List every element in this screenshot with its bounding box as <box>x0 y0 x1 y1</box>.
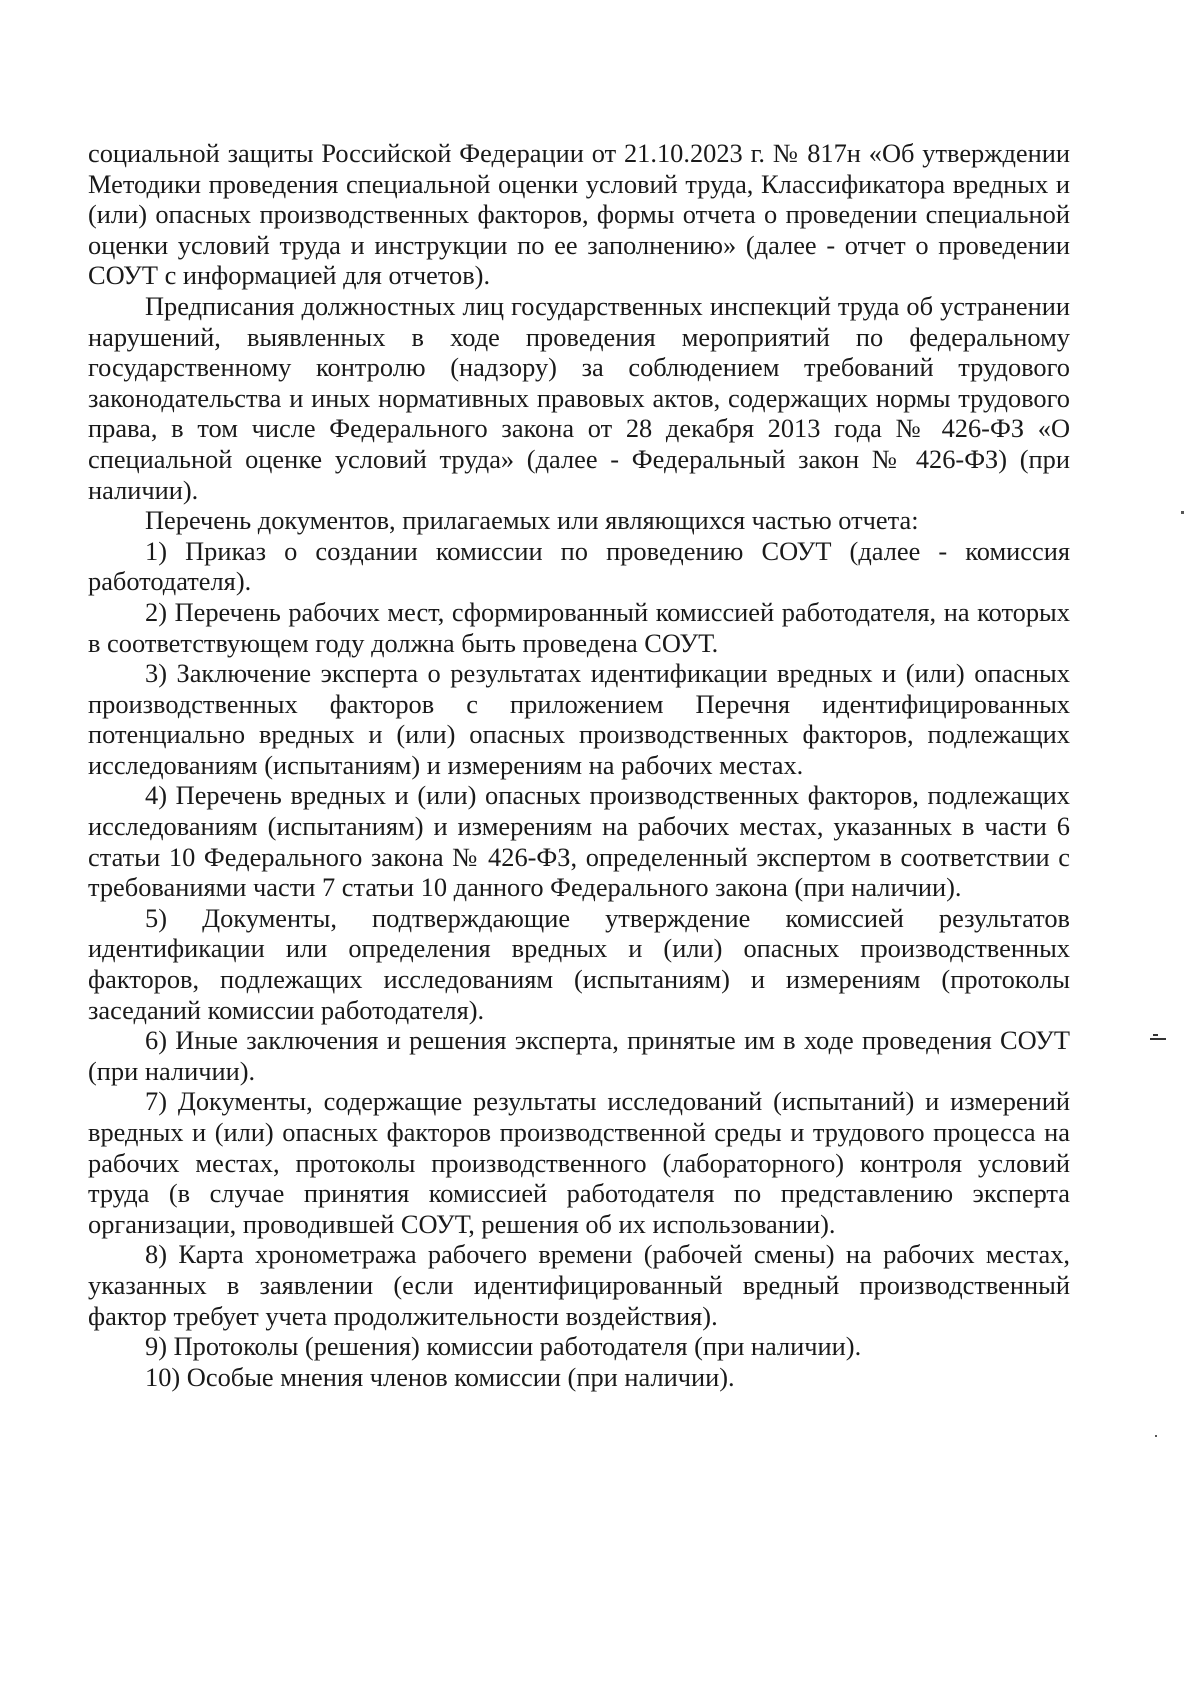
list-item-number: 6) <box>145 1025 167 1056</box>
scan-speck <box>1155 1435 1157 1437</box>
list-item <box>88 597 1070 658</box>
list-item-number: 1) <box>145 535 167 566</box>
list-item-number: 2) <box>145 596 167 627</box>
paragraph-documents-list-intro: Перечень документов, прилагаемых или являющихся частью отчета: <box>145 505 919 536</box>
document-body <box>88 138 1070 1392</box>
list-item <box>88 1362 1070 1393</box>
paragraph-continuation: социальной защиты Российской Федерации от 21.10.2023 г. № 817н «Об утверждении Методики проведения специальной оценки условий труда, Классификатора вредных и (или) опасных производственных факторов, формы отчета о проведении специальной оценки условий труда и инструкции по ее заполнению» (далее - отчет о проведении СОУТ с информацией для отчетов). <box>88 138 1070 291</box>
scan-mark <box>1150 1034 1166 1042</box>
list-item-text: Протоколы (решения) комиссии работодателя (при наличии). <box>173 1331 862 1362</box>
list-item-text: Карта хронометража рабочего времени (рабочей смены) на рабочих местах, указанных в заявлении (если идентифицированный вредный производственный фактор требует учета продолжительности воздействия). <box>88 1239 1070 1331</box>
list-item-number: 5) <box>145 902 167 933</box>
list-item-text: Заключение эксперта о результатах идентификации вредных и (или) опасных производственных факторов с приложением Перечня идентифицированных потенциально вредных и (или) опасных производственных факторов, подлежащих исследованиям (испытаниям) и измерениям на рабочих местах. <box>88 658 1070 780</box>
list-item-number: 10) <box>145 1361 181 1392</box>
list-item-text: Иные заключения и решения эксперта, принятые им в ходе проведения СОУТ (при наличии). <box>88 1025 1070 1086</box>
list-item <box>88 1331 1070 1362</box>
list-item <box>88 658 1070 780</box>
list-item-number: 9) <box>145 1331 167 1362</box>
scan-mark-tick <box>1153 1034 1158 1036</box>
list-item-text: Документы, содержащие результаты исследований (испытаний) и измерений вредных и (или) опасных факторов производственной среды и трудового процесса на рабочих местах, протоколы производственного (лабораторного) контроля условий труда (в случае принятия комиссией работодателя по представлению эксперта организации, проводившей СОУТ, решения об их использовании). <box>88 1086 1070 1239</box>
scan-mark-line <box>1150 1038 1166 1040</box>
list-item-number: 8) <box>145 1239 167 1270</box>
list-item-text: Перечень рабочих мест, сформированный комиссией работодателя, на которых в соответствующем году должна быть проведена СОУТ. <box>88 596 1070 658</box>
list-item-number: 4) <box>145 780 167 811</box>
list-item <box>88 536 1070 597</box>
scan-speck <box>1181 511 1184 514</box>
list-item <box>88 780 1070 902</box>
paragraph-prescriptions: Предписания должностных лиц государственных инспекций труда об устранении нарушений, выявленных в ходе проведения мероприятий по федеральному государственному контролю (надзору) за соблюдением требований трудового законодательства и иных нормативных правовых актов, содержащих нормы трудового права, в том числе Федерального закона от 28 декабря 2013 года № 426-ФЗ «О специальной оценке условий труда» (далее - Федеральный закон № 426-ФЗ) (при наличии). <box>88 290 1070 505</box>
list-item-text: Приказ о создании комиссии по проведению СОУТ (далее - комиссия работодателя). <box>88 535 1070 597</box>
list-item-text: Перечень вредных и (или) опасных производственных факторов, подлежащих исследованиям (испытаниям) и измерениям на рабочих местах, указанных в части 6 статьи 10 Федерального закона № 426-ФЗ, определенный экспертом в соответствии с требованиями части 7 статьи 10 данного Федерального закона (при наличии). <box>88 780 1070 903</box>
list-item <box>88 1086 1070 1239</box>
list-item <box>88 1239 1070 1331</box>
list-item <box>88 1025 1070 1086</box>
list-item <box>88 903 1070 1025</box>
list-item-text: Документы, подтверждающие утверждение комиссией результатов идентификации или определения вредных и (или) опасных производственных факторов, подлежащих исследованиям (испытаниям) и измерениям (протоколы заседаний комиссии работодателя). <box>88 902 1070 1025</box>
list-item-number: 7) <box>145 1086 167 1117</box>
list-item-text: Особые мнения членов комиссии (при наличии). <box>186 1361 735 1392</box>
list-item-number: 3) <box>145 658 167 689</box>
